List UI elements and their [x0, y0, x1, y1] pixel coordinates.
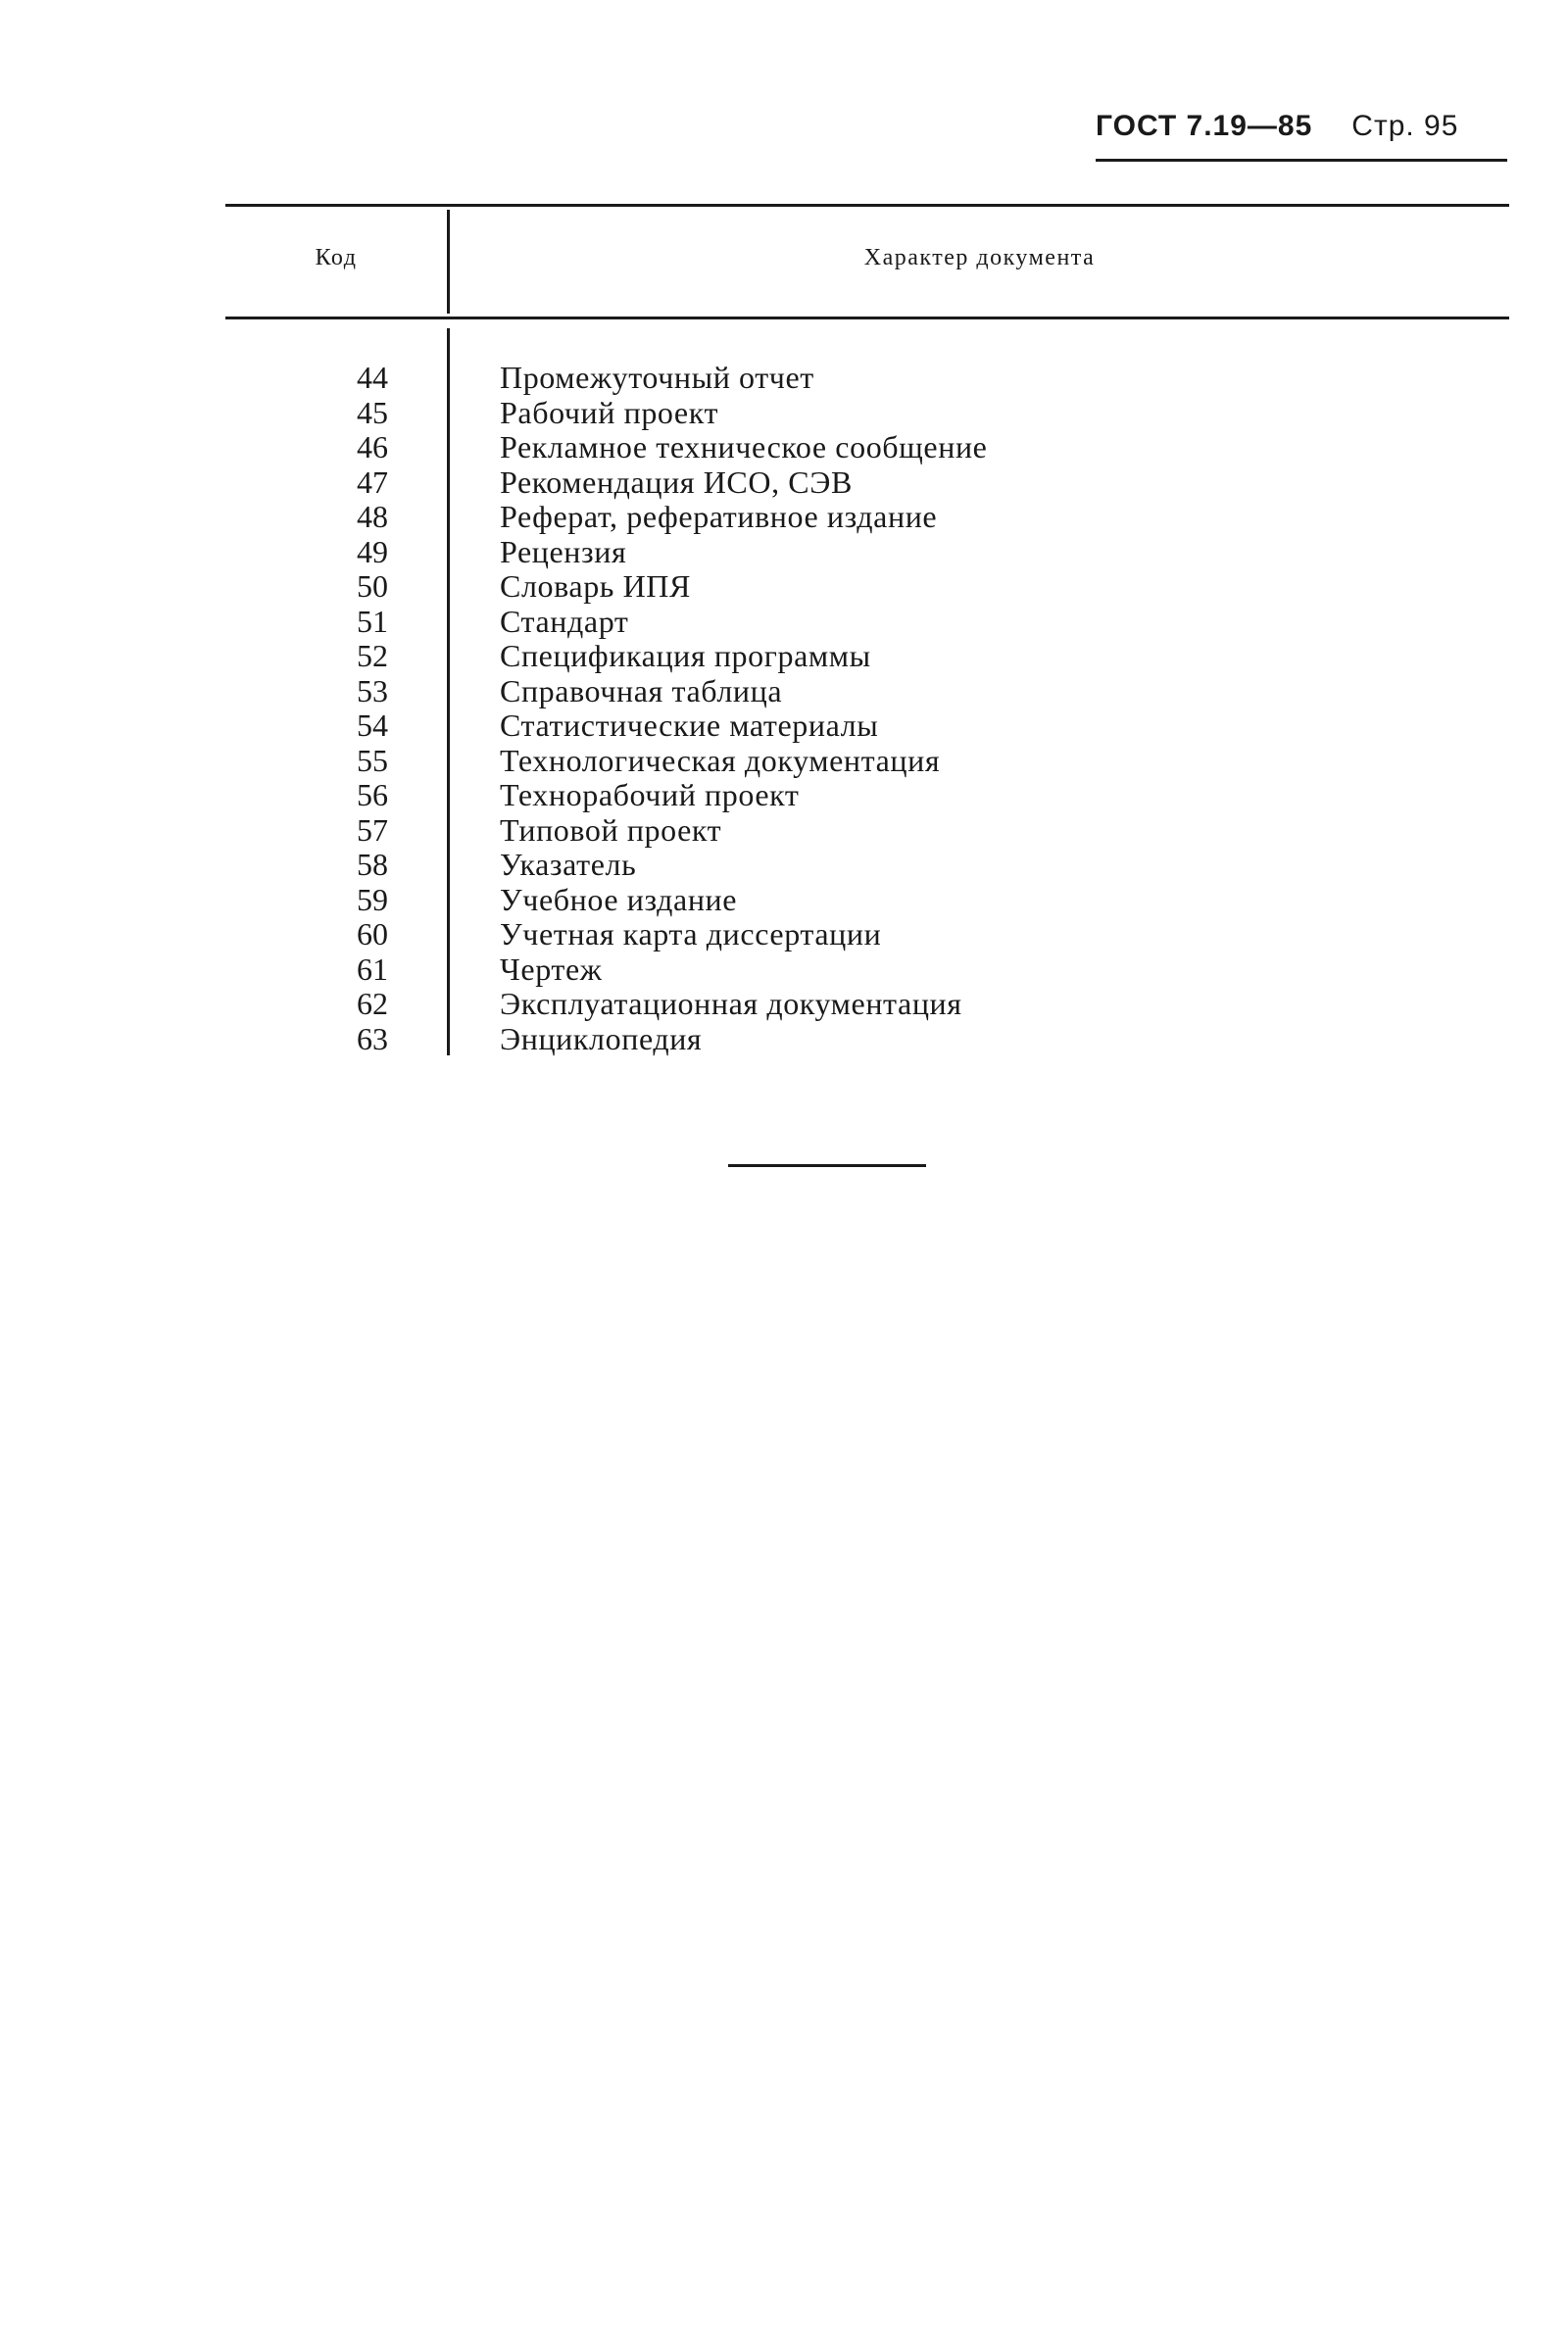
row-code: 45 — [357, 394, 388, 430]
page-number: Стр. 95 — [1351, 110, 1459, 142]
table-row — [225, 952, 1509, 988]
row-code: 52 — [357, 638, 388, 673]
row-code: 51 — [357, 603, 388, 639]
row-code: 53 — [357, 672, 388, 708]
row-code: 56 — [357, 777, 388, 812]
table-row — [225, 744, 1509, 779]
table-row — [225, 813, 1509, 849]
table-row — [225, 605, 1509, 640]
row-code: 49 — [357, 533, 388, 569]
row-code: 46 — [357, 429, 388, 464]
table-row — [225, 848, 1509, 883]
table-row — [225, 535, 1509, 570]
table-row — [225, 708, 1509, 744]
table-row — [225, 778, 1509, 813]
row-description: Учетная карта диссертации — [500, 916, 882, 951]
table-row — [225, 883, 1509, 918]
table-row — [225, 917, 1509, 952]
row-description: Справочная таблица — [500, 672, 783, 708]
row-code: 48 — [357, 499, 388, 534]
table-row — [225, 361, 1509, 396]
row-description: Чертеж — [500, 951, 603, 987]
row-description: Указатель — [500, 847, 637, 882]
row-code: 63 — [357, 1020, 388, 1056]
row-description: Типовой проект — [500, 811, 722, 848]
document-type-table — [225, 361, 1509, 1056]
row-code: 59 — [357, 881, 388, 917]
table-row — [225, 430, 1509, 465]
column-header-character: Характер документа — [863, 245, 1096, 270]
row-description: Стандарт — [500, 603, 629, 639]
row-code: 55 — [357, 742, 388, 778]
standard-number: ГОСТ 7.19—85 — [1096, 110, 1313, 142]
row-code: 47 — [357, 464, 388, 500]
row-code: 54 — [357, 707, 388, 743]
header-rule — [1096, 159, 1507, 162]
row-code: 62 — [357, 986, 388, 1021]
row-description: Словарь ИПЯ — [500, 568, 691, 604]
row-description: Спецификация программы — [500, 638, 871, 673]
row-description: Учебное издание — [500, 881, 738, 917]
row-code: 60 — [357, 916, 388, 951]
row-description: Промежуточный отчет — [500, 360, 814, 395]
table-row — [225, 639, 1509, 674]
row-description: Рекламное техническое сообщение — [500, 429, 988, 464]
table-header-rule — [225, 317, 1509, 319]
row-description: Рекомендация ИСО, СЭВ — [500, 464, 853, 500]
row-description: Энциклопедия — [500, 1020, 703, 1056]
row-description: Рецензия — [500, 533, 627, 569]
page-header — [1096, 110, 1507, 159]
row-code: 58 — [357, 847, 388, 882]
row-code: 44 — [357, 360, 388, 395]
table-top-rule — [225, 204, 1509, 207]
row-description: Рабочий проект — [500, 394, 719, 430]
row-code: 57 — [357, 811, 388, 848]
row-description: Технорабочий проект — [500, 777, 800, 812]
row-code: 61 — [357, 951, 388, 987]
table-row — [225, 569, 1509, 605]
row-description: Технологическая документация — [500, 742, 941, 778]
table-row — [225, 465, 1509, 501]
row-description: Эксплуатационная документация — [500, 986, 962, 1021]
column-header-code: Код — [315, 245, 358, 270]
table-row — [225, 500, 1509, 535]
row-code: 50 — [357, 568, 388, 604]
table-row — [225, 396, 1509, 431]
row-description: Реферат, реферативное издание — [500, 499, 938, 534]
table-row — [225, 987, 1509, 1022]
end-rule — [728, 1164, 926, 1167]
table-row — [225, 674, 1509, 709]
table-row — [225, 1022, 1509, 1057]
row-description: Статистические материалы — [500, 707, 879, 743]
